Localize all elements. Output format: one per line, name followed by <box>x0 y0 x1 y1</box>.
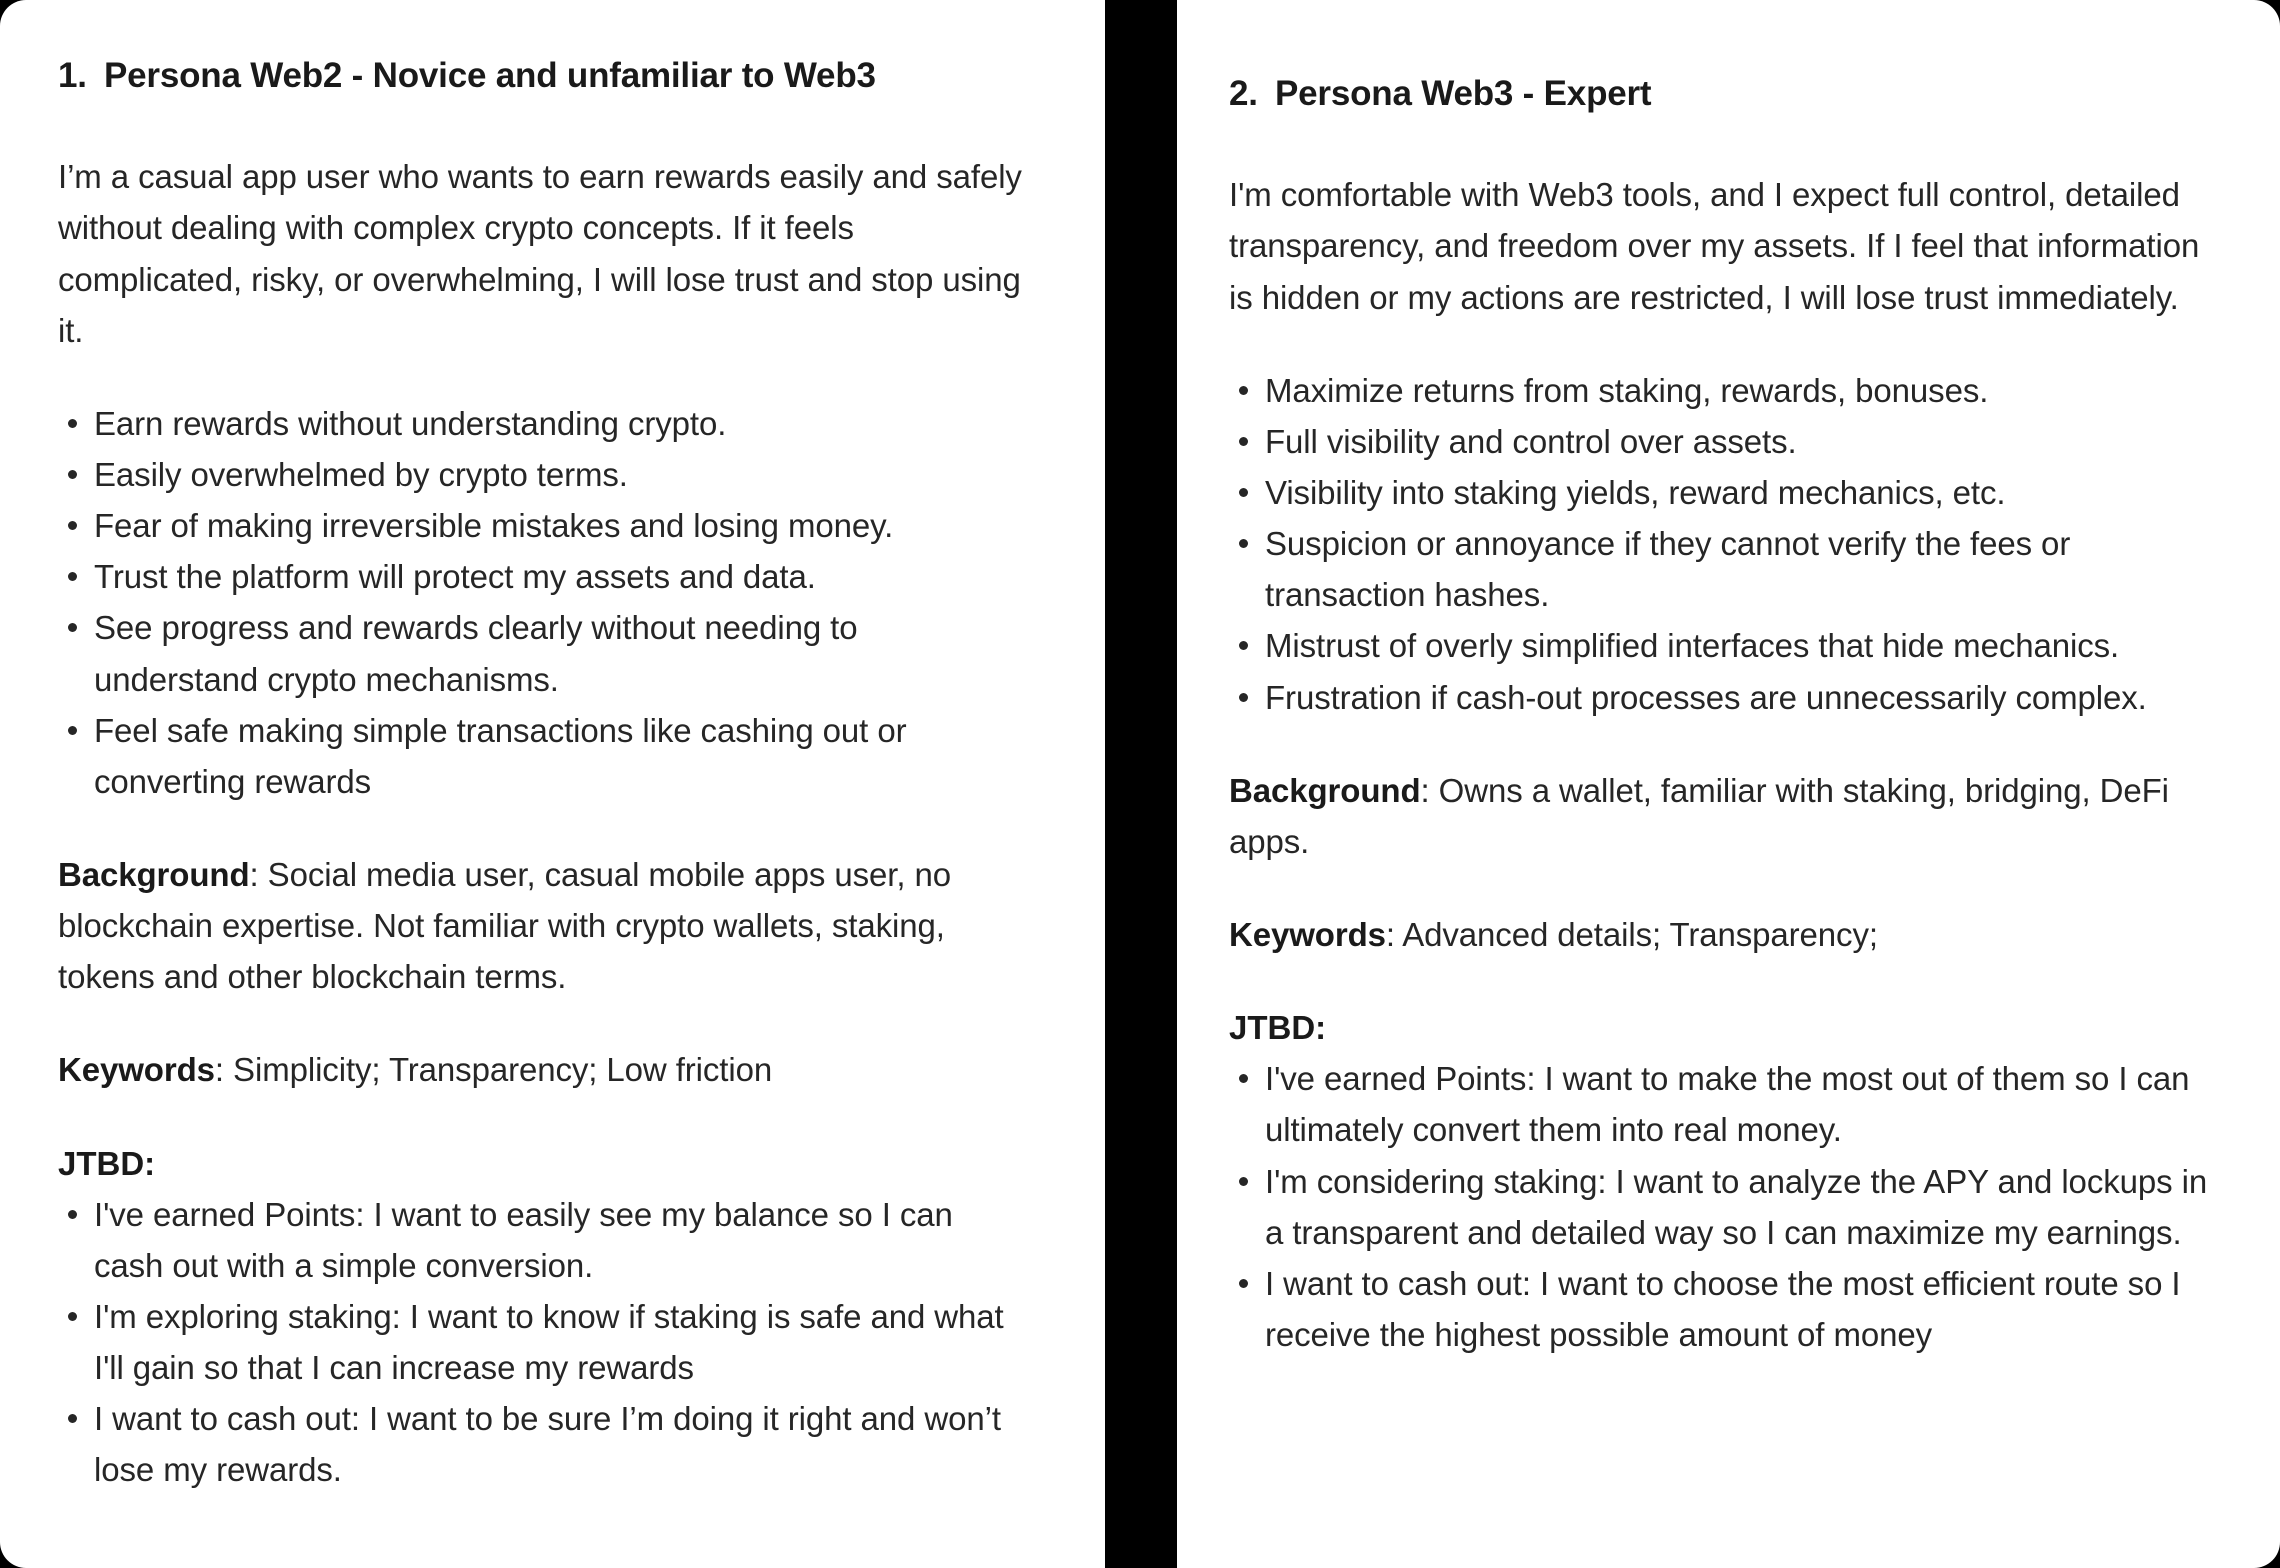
persona-number-web3: 2. <box>1229 74 1258 113</box>
background-label-web3: Background <box>1229 771 1421 809</box>
spacer <box>1229 723 2214 765</box>
keywords-text-web3: : Advanced details; Transparency; <box>1385 915 1878 953</box>
list-item: Earn rewards without understanding crypto. <box>58 398 1028 449</box>
list-item: I'm exploring staking: I want to know if staking is safe and what I'll gain so that I can increase my rewards <box>58 1291 1028 1393</box>
background-text-web3: : Owns a wallet, familiar with staking, bridging, DeFi apps. <box>1229 771 2169 860</box>
list-item: Easily overwhelmed by crypto terms. <box>58 449 1028 500</box>
list-item: I've earned Points: I want to easily see my balance so I can cash out with a simple conversion. <box>58 1189 1028 1291</box>
list-item: Mistrust of overly simplified interfaces that hide mechanics. <box>1229 620 2214 671</box>
list-item: Full visibility and control over assets. <box>1229 416 2214 467</box>
keywords-line-web2 <box>58 1044 1028 1095</box>
list-item: See progress and rewards clearly without needing to understand crypto mechanisms. <box>58 602 1028 704</box>
spacer <box>1229 960 2214 1002</box>
list-item: Frustration if cash-out processes are unnecessarily complex. <box>1229 672 2214 723</box>
list-item: Maximize returns from staking, rewards, bonuses. <box>1229 365 2214 416</box>
list-item: Visibility into staking yields, reward mechanics, etc. <box>1229 467 2214 518</box>
background-line-web3 <box>1229 765 2214 867</box>
page-title-web3 <box>1229 70 2214 117</box>
page-title-web2 <box>58 52 1028 99</box>
background-text-web2: : Social media user, casual mobile apps user, no blockchain expertise. Not familiar with crypto wallets, staking, tokens and other blockchain terms. <box>58 855 951 996</box>
jtbd-list-web2 <box>58 1189 1028 1496</box>
spacer <box>58 1002 1028 1044</box>
keywords-line-web3 <box>1229 909 2214 960</box>
spacer <box>58 807 1028 849</box>
persona-intro-web3: I'm comfortable with Web3 tools, and I expect full control, detailed transparency, and freedom over my assets. If I feel that information is hidden or my actions are restricted, I will lose trust immediately. <box>1229 176 2200 316</box>
list-item: Feel safe making simple transactions like cashing out or converting rewards <box>58 705 1028 807</box>
jtbd-label-web3: JTBD: <box>1229 1009 1327 1047</box>
list-item: I want to cash out: I want to be sure I’m doing it right and won’t lose my rewards. <box>58 1393 1028 1495</box>
spacer <box>1229 117 2214 169</box>
persona-panel-web3 <box>1177 0 2280 1568</box>
spacer <box>58 99 1028 151</box>
background-line-web2 <box>58 849 1028 1002</box>
list-item: Trust the platform will protect my assets and data. <box>58 551 1028 602</box>
keywords-label-web2: Keywords <box>58 1051 215 1089</box>
background-label-web2: Background <box>58 855 250 893</box>
persona-content-web3 <box>1229 70 2214 1360</box>
spacer <box>1229 867 2214 909</box>
jtbd-list-web3 <box>1229 1053 2214 1360</box>
jtbd-label-web2: JTBD: <box>58 1144 156 1182</box>
keywords-text-web2: : Simplicity; Transparency; Low friction <box>214 1051 773 1089</box>
persona-title-web2: Persona Web2 - Novice and unfamiliar to Web3 <box>104 56 876 95</box>
persona-content-web2 <box>58 52 1028 1495</box>
spacer <box>58 356 1028 398</box>
panel-divider <box>1105 0 1177 1568</box>
keywords-label-web3: Keywords <box>1229 915 1386 953</box>
list-item: I want to cash out: I want to choose the most efficient route so I receive the highest possible amount of money <box>1229 1258 2214 1360</box>
list-item: I'm considering staking: I want to analyze the APY and lockups in a transparent and detailed way so I can maximize my earnings. <box>1229 1156 2214 1258</box>
persona-title-web3: Persona Web3 - Expert <box>1275 74 1652 113</box>
list-item: Suspicion or annoyance if they cannot verify the fees or transaction hashes. <box>1229 518 2214 620</box>
spacer <box>58 1096 1028 1138</box>
persona-intro-web2: I’m a casual app user who wants to earn rewards easily and safely without dealing with complex crypto concepts. If it feels complicated, risky, or overwhelming, I will lose trust and stop using it. <box>58 158 1022 349</box>
traits-list-web3 <box>1229 365 2214 723</box>
list-item: I've earned Points: I want to make the most out of them so I can ultimately convert them into real money. <box>1229 1053 2214 1155</box>
persona-number-web2: 1. <box>58 56 87 95</box>
list-item: Fear of making irreversible mistakes and losing money. <box>58 500 1028 551</box>
persona-panel-web2 <box>0 0 1105 1568</box>
spacer <box>1229 323 2214 365</box>
traits-list-web2 <box>58 398 1028 807</box>
